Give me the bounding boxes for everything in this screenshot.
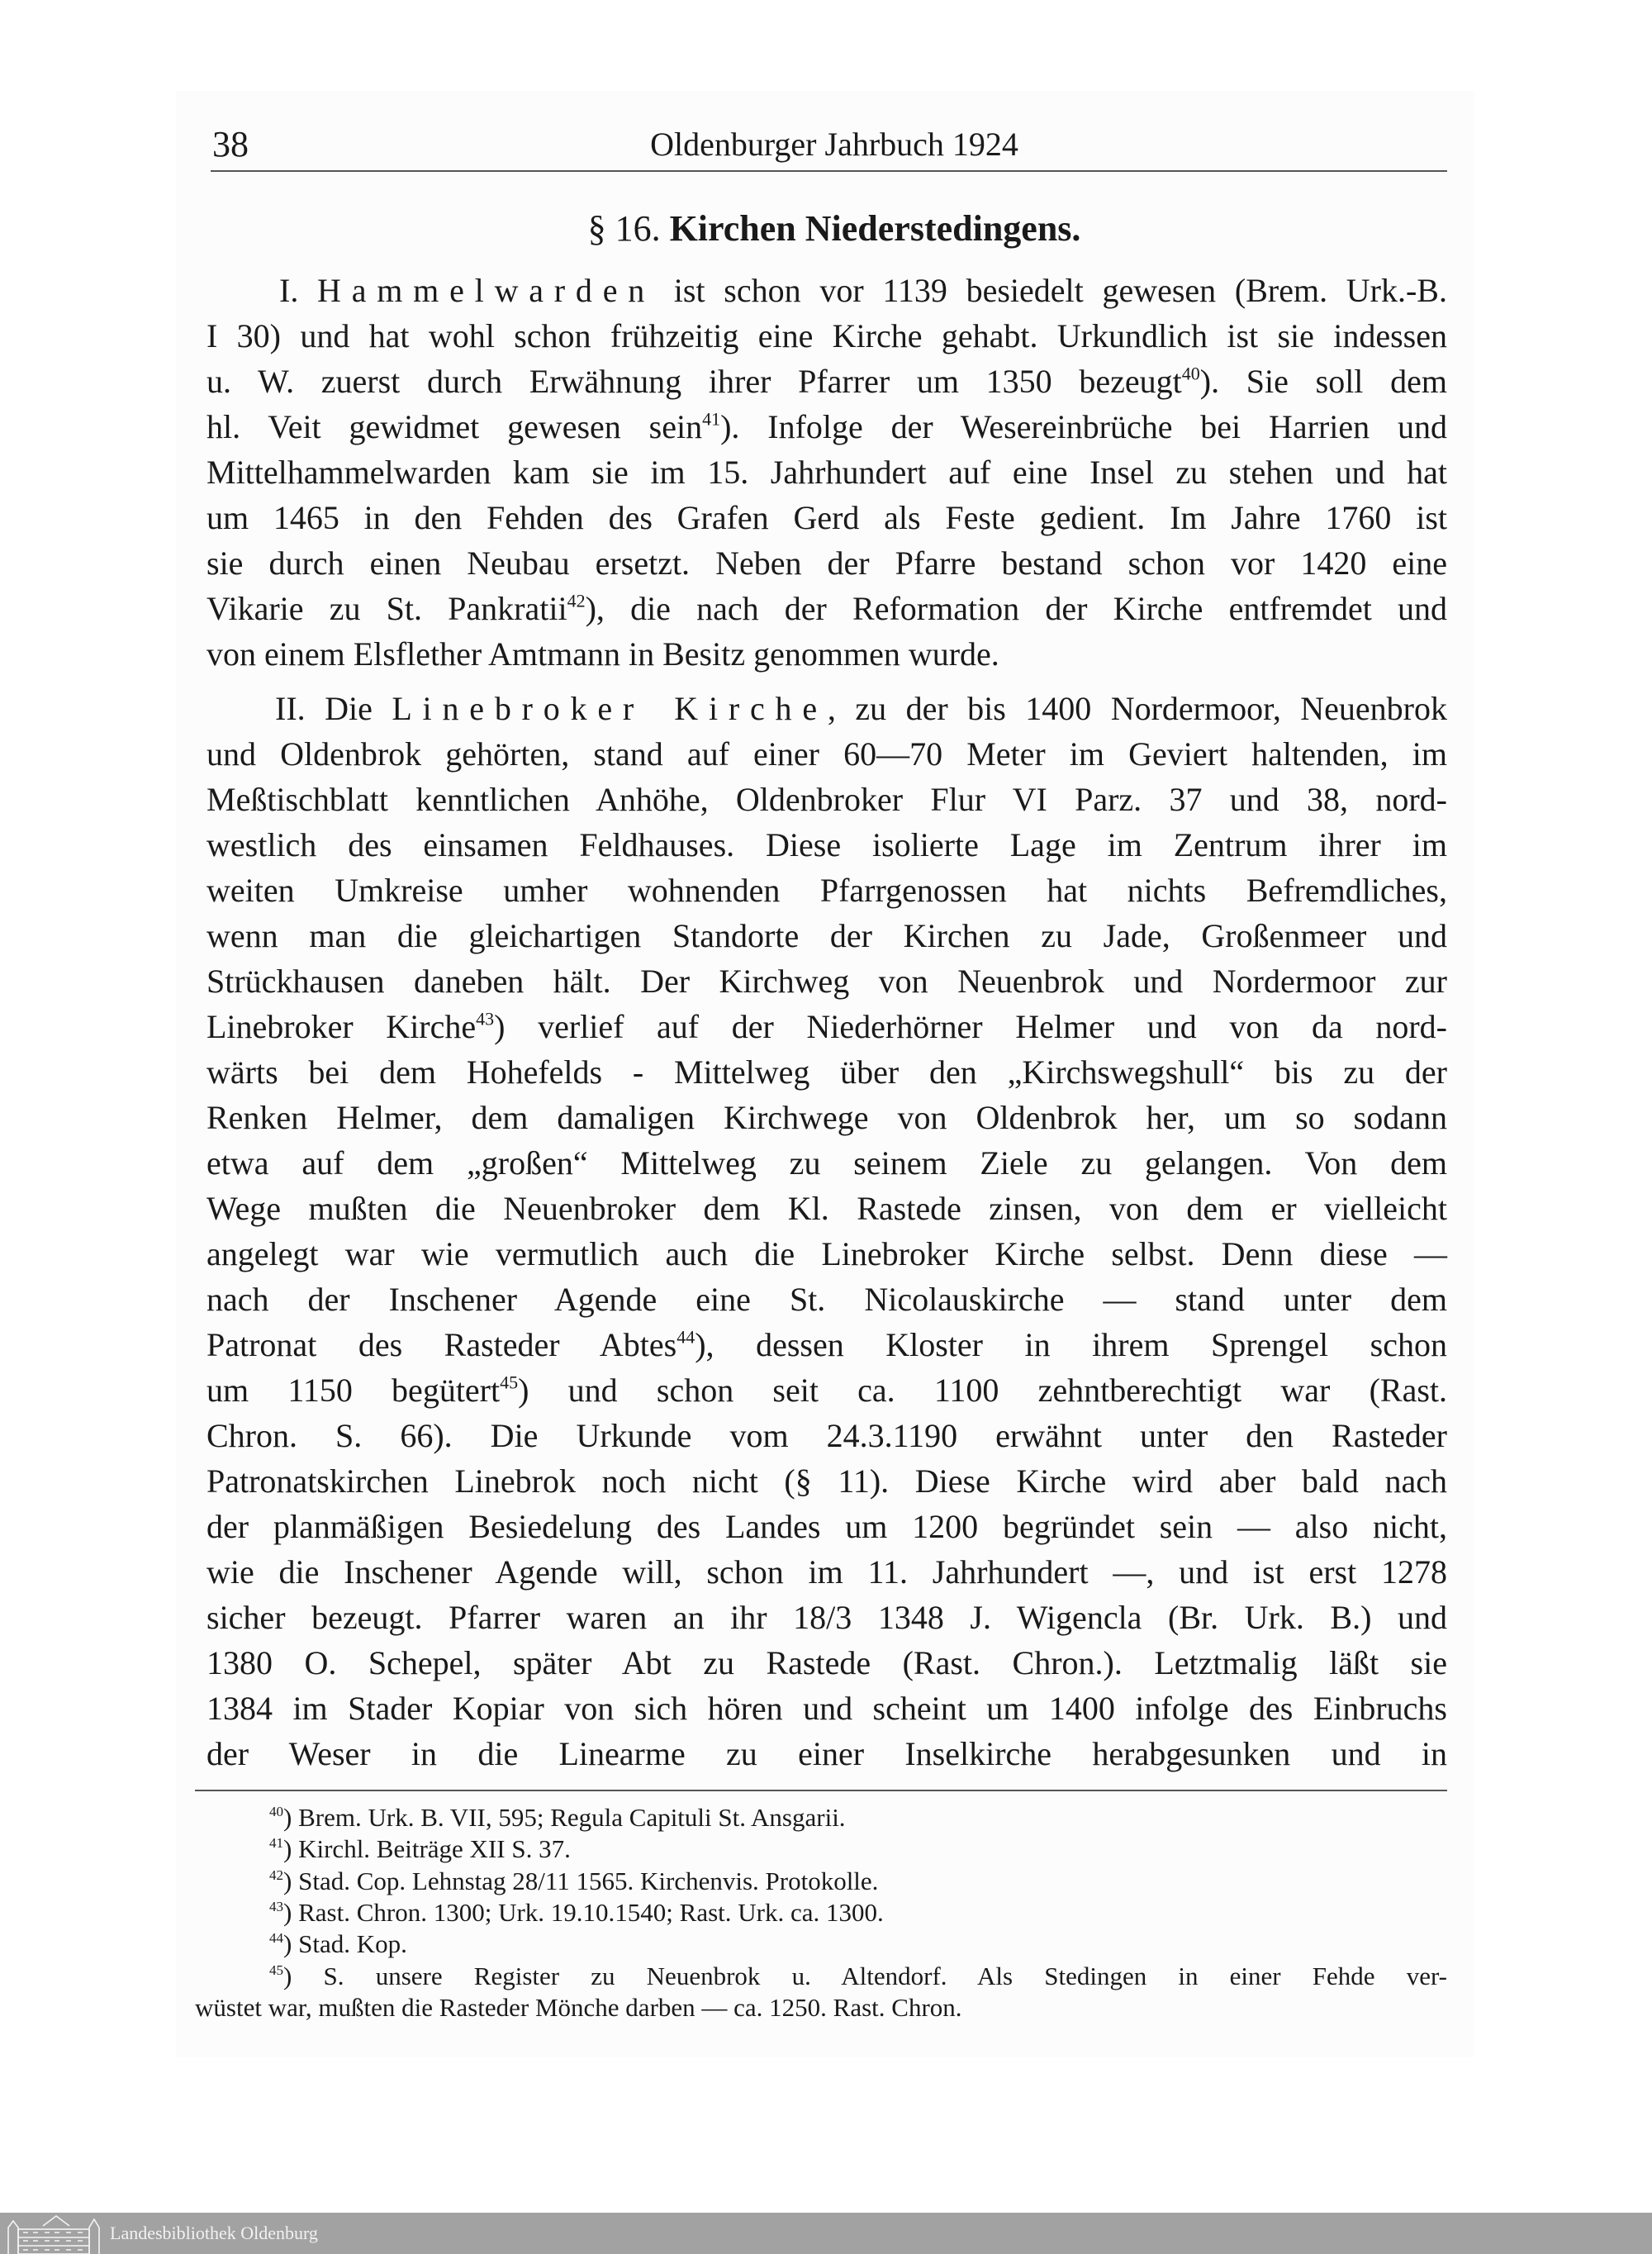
text-line — [206, 631, 1447, 677]
text-segment: Meßtischblatt kenntlichen Anhöhe, Oldenbroker Flur VI Parz. 37 und 38, nord- — [206, 781, 1447, 818]
text-line — [206, 495, 1447, 540]
text-segment: wärts bei dem Hohefelds - Mittelweg über den „Kirchswegshull“ bis zu der — [206, 1053, 1447, 1091]
text-segment: Wege mußten die Neuenbroker dem Kl. Rastede zinsen, von dem er vielleicht — [206, 1190, 1447, 1227]
text-line — [206, 1413, 1447, 1458]
footnote-text: wüstet war, mußten die Rasteder Mönche darben — ca. 1250. Rast. Chron. — [195, 1992, 962, 2022]
footnote-number: 43 — [269, 1898, 284, 1914]
text-segment: I 30) und hat wohl schon frühzeitig eine Kirche gehabt. Urkundlich ist sie indessen — [206, 317, 1447, 354]
text-line — [206, 868, 1447, 913]
footnote-line — [269, 1961, 1447, 1992]
text-line — [206, 359, 1447, 404]
text-segment: Mittelhammelwarden kam sie im 15. Jahrhundert auf eine Insel zu stehen und hat — [206, 454, 1447, 491]
text-line — [206, 958, 1447, 1004]
section-number: § 16. — [587, 208, 661, 249]
text-segment: angelegt war wie vermutlich auch die Linebroker Kirche selbst. Denn diese — — [206, 1235, 1447, 1272]
text-line — [206, 1595, 1447, 1640]
text-line — [206, 731, 1447, 777]
text-segment: von einem Elsflether Amtmann in Besitz genommen wurde. — [206, 635, 999, 673]
text-line — [206, 1731, 1447, 1776]
library-name: Landesbibliothek Oldenburg — [110, 2223, 318, 2243]
text-segment: um 1465 in den Fehden des Grafen Gerd als Feste gedient. Im Jahre 1760 ist — [206, 499, 1447, 536]
text-segment: der Weser in die Linearme zu einer Inselkirche herabgesunken und in — [206, 1735, 1447, 1772]
text-line — [206, 1004, 1447, 1049]
text-segment: hl. Veit gewidmet gewesen sein — [206, 408, 703, 445]
text-segment: ) verlief auf der Niederhörner Helmer und von da nord- — [494, 1008, 1447, 1045]
text-segment: ), dessen Kloster in ihrem Sprengel schon — [695, 1326, 1447, 1363]
footnote-reference: 44 — [676, 1326, 695, 1348]
text-segment: weiten Umkreise umher wohnenden Pfarrgenossen hat nichts Befremdliches, — [206, 872, 1447, 909]
text-segment: um 1150 begütert — [206, 1372, 501, 1409]
text-line — [206, 1458, 1447, 1504]
header-rule — [211, 170, 1447, 172]
footnote-reference: 43 — [476, 1008, 495, 1030]
running-title: Oldenburger Jahrbuch 1924 — [650, 126, 1018, 163]
footnote-number: 45 — [269, 1962, 284, 1978]
footnote-line — [269, 1897, 1447, 1928]
text-segment: sie durch einen Neubau ersetzt. Neben der Pfarre bestand schon vor 1420 eine — [206, 544, 1447, 582]
text-line — [206, 1504, 1447, 1549]
page-number: 38 — [212, 124, 249, 164]
text-segment: der planmäßigen Besiedelung des Landes um 1200 begründet sein — also nicht, — [206, 1508, 1447, 1545]
text-line — [206, 913, 1447, 958]
footnote-text: Stad. Kop. — [298, 1929, 407, 1959]
text-line — [206, 1140, 1447, 1186]
footnote-text: Kirchl. Beiträge XII S. 37. — [298, 1834, 571, 1864]
footnote-number: 40 — [269, 1804, 284, 1820]
text-segment: westlich des einsamen Feldhauses. Diese isolierte Lage im Zentrum ihrer im — [206, 826, 1447, 863]
section-heading — [0, 205, 1652, 253]
footnote-line — [269, 1928, 1447, 1960]
text-segment: II. Die — [275, 690, 392, 727]
footnote-reference: 45 — [500, 1372, 519, 1393]
text-segment: sicher bezeugt. Pfarrer waren an ihr 18/3 1348 J. Wigencla (Br. Urk. B.) und — [206, 1599, 1447, 1636]
text-line — [206, 1277, 1447, 1322]
footnote-text: Stad. Cop. Lehnstag 28/11 1565. Kirchenvis. Protokolle. — [298, 1866, 879, 1895]
text-segment: Vikarie zu St. Pankratii — [206, 590, 567, 627]
text-line — [206, 449, 1447, 495]
text-line — [206, 404, 1447, 449]
text-line — [206, 540, 1447, 586]
footnote-line — [195, 1992, 1447, 2023]
footnote-line — [269, 1833, 1447, 1865]
text-segment: 1384 im Stader Kopiar von sich hören und scheint um 1400 infolge des Einbruchs — [206, 1690, 1447, 1727]
text-segment: wenn man die gleichartigen Standorte der Kirchen zu Jade, Großenmeer und — [206, 917, 1447, 954]
footnote-paren: ) — [283, 1834, 299, 1864]
text-line — [206, 777, 1447, 822]
text-segment: wie die Inschener Agende will, schon im 11. Jahrhundert —, und ist erst 1278 — [206, 1553, 1447, 1591]
text-segment: ) und schon seit ca. 1100 zehntberechtigt war (Rast. — [518, 1372, 1447, 1409]
text-segment: 1380 O. Schepel, später Abt zu Rastede (Rast. Chron.). Letztmalig läßt sie — [206, 1644, 1447, 1681]
text-segment: u. W. zuerst durch Erwähnung ihrer Pfarrer um 1350 bezeugt — [206, 363, 1182, 400]
text-segment: etwa auf dem „großen“ Mittelweg zu seinem Ziele zu gelangen. Von dem — [206, 1144, 1447, 1182]
text-line — [206, 1095, 1447, 1140]
text-line — [206, 1231, 1447, 1277]
text-line — [206, 1367, 1447, 1413]
text-segment: , zu der bis 1400 Nordermoor, Neuenbrok — [827, 690, 1447, 727]
footnote-reference: 42 — [567, 590, 586, 611]
footnote-text: Rast. Chron. 1300; Urk. 19.10.1540; Rast. Urk. ca. 1300. — [298, 1897, 884, 1927]
text-segment: ), die nach der Reformation der Kirche entfremdet und — [585, 590, 1447, 627]
text-line — [206, 1549, 1447, 1595]
footnote-line — [269, 1866, 1447, 1897]
text-line — [206, 313, 1447, 359]
text-line — [206, 1640, 1447, 1686]
text-segment: Patronat des Rasteder Abtes — [206, 1326, 677, 1363]
spaced-emphasis: Linebroker Kirche — [392, 690, 828, 727]
text-segment: nach der Inschener Agende eine St. Nicolauskirche — stand unter dem — [206, 1281, 1447, 1318]
footnote-paren: ) — [283, 1866, 299, 1895]
text-segment: ). Infolge der Wesereinbrüche bei Harrien und — [720, 408, 1447, 445]
footnote-paren: ) — [283, 1897, 299, 1927]
footnote-reference: 41 — [702, 408, 721, 430]
text-segment: Strückhausen daneben hält. Der Kirchweg von Neuenbrok und Nordermoor zur — [206, 963, 1447, 1000]
footnote-paren: ) — [283, 1803, 299, 1832]
spaced-emphasis: Hammelwarden — [317, 272, 656, 309]
footnote-text: S. unsere Register zu Neuenbrok u. Altendorf. Als Stedingen in einer Fehde ver- — [323, 1961, 1448, 1990]
text-line — [275, 686, 1447, 731]
text-segment: Linebroker Kirche — [206, 1008, 477, 1045]
text-line — [206, 1186, 1447, 1231]
section-title: Kirchen Niederstedingens. — [669, 208, 1081, 249]
text-segment: Renken Helmer, dem damaligen Kirchwege von Oldenbrok her, um so sodann — [206, 1099, 1447, 1136]
text-line — [206, 1322, 1447, 1367]
footnote-text: Brem. Urk. B. VII, 595; Regula Capituli St. Ansgarii. — [298, 1803, 846, 1832]
footnote-paren: ) — [283, 1961, 324, 1990]
text-line — [206, 822, 1447, 868]
footnote-reference: 40 — [1181, 363, 1200, 384]
footnote-number: 41 — [269, 1835, 284, 1852]
text-segment: Patronatskirchen Linebrok noch nicht (§ 11). Diese Kirche wird aber bald nach — [206, 1462, 1447, 1500]
footnote-rule — [195, 1790, 1447, 1791]
text-segment: Chron. S. 66). Die Urkunde vom 24.3.1190 erwähnt unter den Rasteder — [206, 1417, 1447, 1454]
text-segment: und Oldenbrok gehörten, stand auf einer 60—70 Meter im Geviert haltenden, im — [206, 735, 1447, 773]
footnote-line — [269, 1802, 1447, 1833]
text-segment: I. — [279, 272, 318, 309]
text-line — [206, 1686, 1447, 1731]
text-segment: ist schon vor 1139 besiedelt gewesen (Brem. Urk.-B. — [655, 272, 1447, 309]
footnote-number: 42 — [269, 1866, 284, 1883]
footnote-number: 44 — [269, 1930, 284, 1947]
text-line — [206, 1049, 1447, 1095]
text-line — [279, 268, 1447, 313]
text-segment: ). Sie soll dem — [1199, 363, 1447, 400]
footnote-paren: ) — [283, 1929, 299, 1959]
library-building-logo — [7, 2214, 102, 2254]
text-line — [206, 586, 1447, 631]
